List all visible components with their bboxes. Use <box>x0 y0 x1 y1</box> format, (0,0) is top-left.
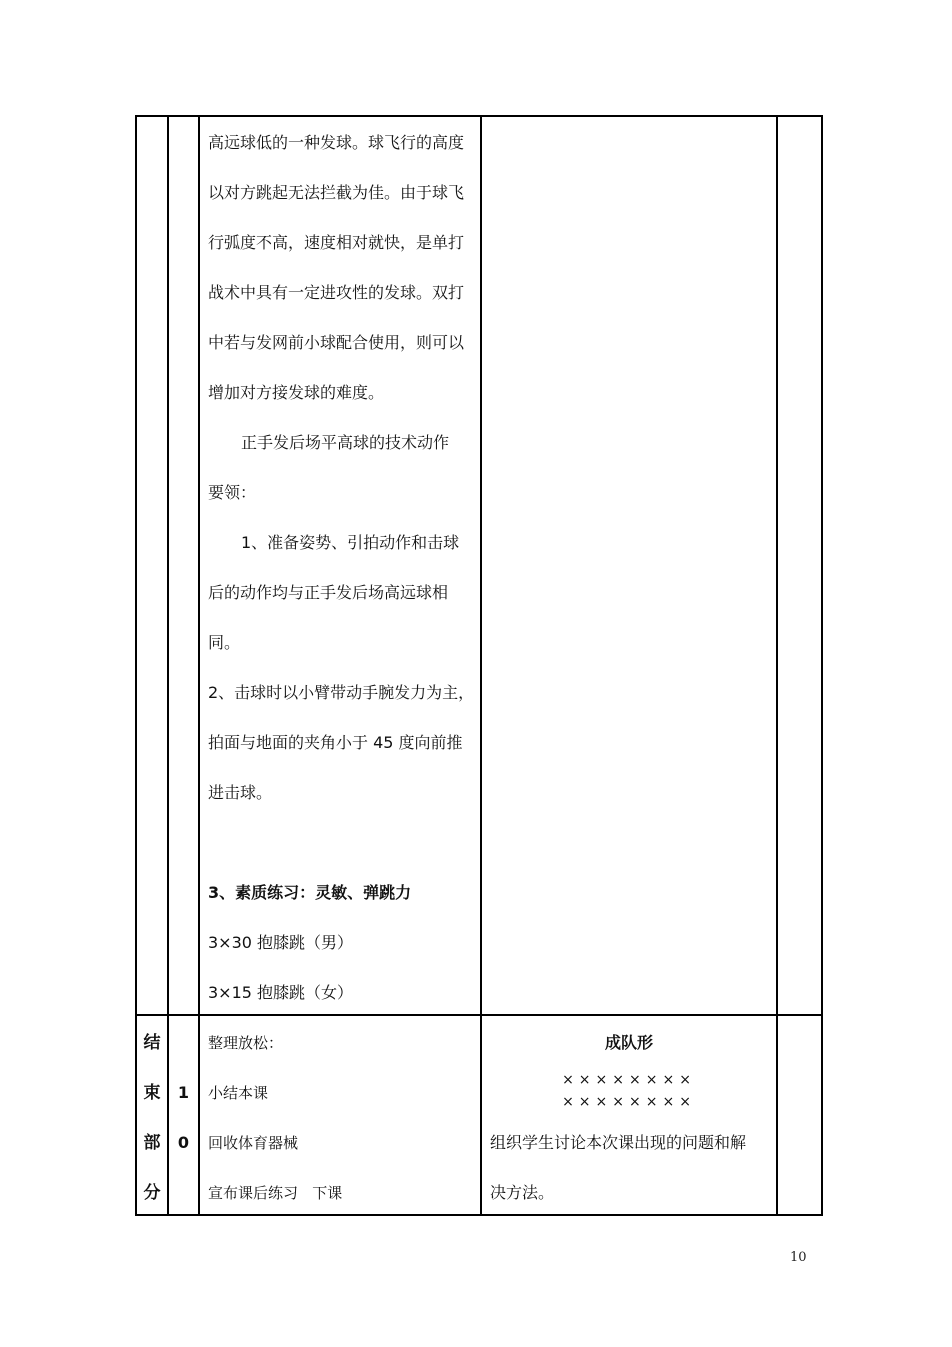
blank-line <box>208 818 478 868</box>
content-line: 后的动作均与正手发后场高远球相 <box>208 583 449 602</box>
ending-item: 小结本课 <box>208 1084 269 1102</box>
content-line: 2、击球时以小臂带动手腕发力为主， <box>208 683 475 702</box>
page-number: 10 <box>790 1250 807 1265</box>
section-label-char: 部 <box>143 1133 161 1153</box>
content-line: 同。 <box>208 633 241 652</box>
content-line: 战术中具有一定进攻性的发球。双打 <box>208 283 465 302</box>
content-line: 增加对方接发球的难度。 <box>208 383 385 402</box>
content-line: 拍面与地面的夹角小于 45 度向前推 <box>208 733 463 752</box>
content-line: 以对方跳起无法拦截为佳。由于球飞 <box>208 183 465 202</box>
table-col-divider-4 <box>776 115 778 1216</box>
table-col-divider-2 <box>198 115 200 1216</box>
fitness-title: 3、素质练习：灵敏、弹跳力 <box>208 883 412 902</box>
content-line: 进击球。 <box>208 783 273 802</box>
table-top-border <box>135 115 823 117</box>
ending-item: 回收体育器械 <box>208 1134 299 1152</box>
content-line: 中若与发网前小球配合使用，则可以 <box>208 333 465 352</box>
content-line: 行弧度不高，速度相对就快，是单打 <box>208 233 465 252</box>
ending-item: 宣布课后练习 下课 <box>208 1184 343 1202</box>
time-digit: 0 <box>177 1133 190 1152</box>
section-label-char: 束 <box>143 1083 161 1103</box>
org-line: 决方法。 <box>490 1183 555 1202</box>
fitness-male: 3×30 抱膝跳（男） <box>208 933 354 952</box>
content-cell <box>208 118 478 1018</box>
ending-content-cell <box>208 1018 478 1218</box>
content-line: 高远球低的一种发球。球飞行的高度 <box>208 133 465 152</box>
content-line: 1、准备姿势、引拍动作和击球 <box>241 533 460 552</box>
org-line: 组织学生讨论本次课出现的问题和解 <box>490 1133 747 1152</box>
ending-item: 整理放松： <box>208 1034 284 1052</box>
table-right-border <box>821 115 823 1216</box>
formation-row: ×××××××× <box>562 1072 696 1088</box>
time-digit: 1 <box>177 1083 190 1102</box>
section-label-char: 分 <box>143 1183 161 1203</box>
content-line: 正手发后场平高球的技术动作 <box>241 433 450 452</box>
fitness-female: 3×15 抱膝跳（女） <box>208 983 354 1002</box>
org-title: 成队形 <box>604 1033 653 1052</box>
content-line: 要领： <box>208 483 257 502</box>
formation-row: ×××××××× <box>562 1094 696 1110</box>
section-label-char: 结 <box>143 1033 161 1053</box>
